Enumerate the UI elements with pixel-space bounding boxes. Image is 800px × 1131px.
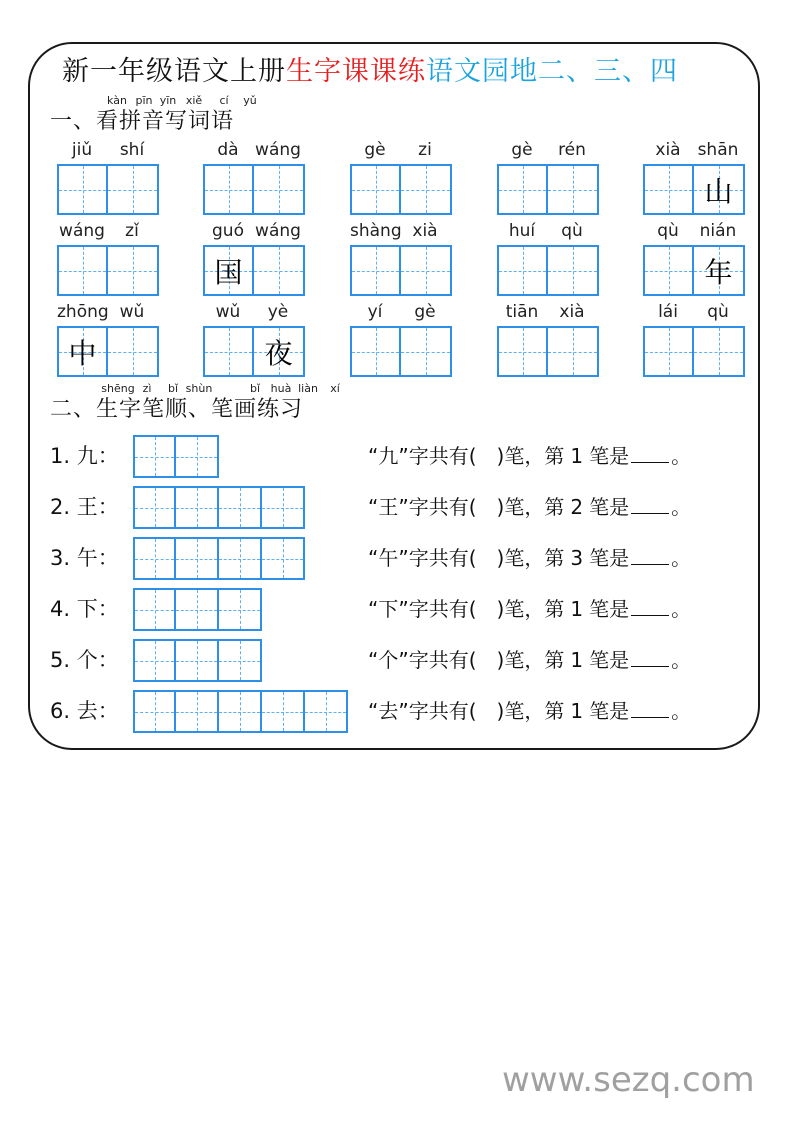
given-character [108, 247, 157, 294]
practice-item-label: 4. 下： [50, 597, 119, 621]
writing-cell[interactable] [548, 245, 599, 296]
pinyin-kan: kàn [107, 94, 127, 107]
stroke-cell[interactable] [176, 690, 219, 733]
pinyin-syllable: dà [217, 140, 239, 160]
pinyin-syllable: qù [657, 221, 679, 241]
stroke-practice-grid [133, 639, 262, 682]
writing-cell[interactable] [694, 164, 745, 215]
word-pinyin [350, 302, 451, 326]
stroke-cell[interactable] [219, 486, 262, 529]
given-character [401, 166, 450, 213]
stroke-practice-grid [133, 690, 348, 733]
word-pinyin [203, 221, 304, 245]
word-item [203, 221, 304, 289]
given-character [254, 166, 303, 213]
word-pinyin [643, 302, 744, 326]
writing-cell[interactable] [203, 326, 254, 377]
writing-cell[interactable] [108, 326, 159, 377]
stroke-cell[interactable] [133, 639, 176, 682]
pinyin-pin: pīn [135, 94, 153, 107]
word-item [57, 140, 158, 164]
word-item [643, 221, 744, 289]
pinyin-syllable: tiān [505, 302, 539, 322]
given-character [59, 247, 106, 294]
worksheet-title [62, 52, 678, 92]
pinyin-syllable: wáng [59, 221, 105, 241]
watermark: www.sezq.com [502, 1060, 755, 1100]
pinyin-syllable: guó [212, 221, 244, 241]
word-pinyin [497, 221, 598, 245]
given-character [645, 166, 692, 213]
writing-cell[interactable] [108, 245, 159, 296]
word-pinyin [203, 302, 304, 326]
stroke-practice-grid [133, 486, 305, 529]
pinyin-bi-2: bǐ [249, 382, 261, 395]
pinyin-syllable: shí [119, 140, 145, 160]
pinyin-syllable: zi [418, 140, 432, 160]
question-stroke-is-text: 笔是 [589, 597, 630, 621]
writing-cell[interactable] [643, 164, 694, 215]
question-stroke-number: 1 [570, 699, 584, 723]
question-stroke-count-text: 字共有( )笔，第 [408, 444, 565, 468]
given-character [205, 166, 252, 213]
tianzige-grid [57, 164, 159, 215]
tianzige-grid [203, 164, 305, 215]
tianzige-grid [497, 245, 599, 296]
stroke-cell[interactable] [133, 588, 176, 631]
question-character: “九” [368, 444, 409, 468]
stroke-practice-grid [133, 537, 305, 580]
question-period: 。 [671, 648, 692, 672]
stroke-cell[interactable] [219, 588, 262, 631]
given-character [645, 328, 692, 375]
writing-cell[interactable] [643, 326, 694, 377]
practice-item-label: 6. 去： [50, 699, 119, 723]
word-pinyin [350, 140, 451, 164]
stroke-cell[interactable] [305, 690, 348, 733]
stroke-cell[interactable] [176, 435, 219, 478]
word-pinyin [643, 140, 744, 164]
pinyin-syllable: zǐ [125, 221, 139, 241]
question-stroke-count-text: 字共有( )笔，第 [408, 495, 565, 519]
given-character [548, 166, 597, 213]
given-character [352, 247, 399, 294]
question-stroke-count-text: 字共有( )笔，第 [408, 648, 565, 672]
word-item [203, 140, 304, 164]
pinyin-syllable: gè [364, 140, 386, 160]
answer-blank[interactable] [631, 699, 669, 718]
stroke-cell[interactable] [176, 588, 219, 631]
writing-cell[interactable] [57, 326, 108, 377]
stroke-cell[interactable] [133, 486, 176, 529]
question-period: 。 [671, 495, 692, 519]
pinyin-syllable: xià [412, 221, 438, 241]
tianzige-grid [203, 326, 305, 377]
word-item [497, 221, 598, 245]
writing-cell[interactable] [401, 326, 452, 377]
writing-cell[interactable] [57, 245, 108, 296]
pinyin-syllable: huí [508, 221, 536, 241]
pinyin-bi: bǐ [167, 382, 179, 395]
writing-cell[interactable] [643, 245, 694, 296]
given-character [108, 166, 157, 213]
writing-cell[interactable] [694, 245, 745, 296]
stroke-question [368, 537, 691, 580]
given-character [401, 247, 450, 294]
writing-cell[interactable] [497, 164, 548, 215]
word-item [497, 140, 598, 164]
question-stroke-is-text: 笔是 [589, 444, 630, 468]
question-stroke-number: 1 [570, 648, 584, 672]
given-character [254, 247, 303, 294]
word-item [350, 221, 451, 245]
word-item [350, 140, 451, 164]
stroke-cell[interactable] [176, 537, 219, 580]
pinyin-syllable: gè [511, 140, 533, 160]
answer-blank[interactable] [631, 546, 669, 565]
pinyin-syllable: shàng [350, 221, 402, 241]
given-character [548, 328, 597, 375]
stroke-question [368, 690, 691, 733]
section1-heading-pinyin [0, 94, 800, 108]
writing-cell[interactable] [254, 164, 305, 215]
word-pinyin [57, 221, 158, 245]
stroke-cell[interactable] [133, 537, 176, 580]
writing-cell[interactable] [203, 164, 254, 215]
word-item [497, 302, 598, 326]
pinyin-syllable: nián [699, 221, 737, 241]
word-pinyin [203, 140, 304, 164]
stroke-cell[interactable] [262, 486, 305, 529]
pinyin-syllable: wáng [255, 221, 301, 241]
writing-cell[interactable] [497, 245, 548, 296]
stroke-cell[interactable] [219, 639, 262, 682]
tianzige-grid [643, 164, 745, 215]
stroke-question [368, 435, 691, 478]
word-item [350, 302, 451, 326]
question-stroke-is-text: 笔是 [589, 495, 630, 519]
stroke-question [368, 639, 691, 682]
answer-blank[interactable] [631, 648, 669, 667]
writing-cell[interactable] [254, 326, 305, 377]
given-character [352, 166, 399, 213]
stroke-cell[interactable] [176, 639, 219, 682]
stroke-practice-grid [133, 588, 262, 631]
tianzige-grid [57, 245, 159, 296]
pinyin-syllable: qù [561, 221, 583, 241]
tianzige-grid [203, 245, 305, 296]
writing-cell[interactable] [350, 245, 401, 296]
pinyin-shun: shùn [185, 382, 213, 395]
practice-item-label: 1. 九： [50, 444, 119, 468]
question-character: “去” [368, 699, 409, 723]
pinyin-xi: xí [330, 382, 340, 395]
word-item [203, 302, 304, 370]
practice-item-label: 5. 个： [50, 648, 119, 672]
word-item [643, 140, 744, 208]
tianzige-grid [497, 164, 599, 215]
question-character: “王” [368, 495, 409, 519]
question-period: 。 [671, 597, 692, 621]
pinyin-ci: cí [219, 94, 229, 107]
given-character [645, 247, 692, 294]
title-grade-part: 新一年级语文上册 [62, 56, 286, 87]
given-character [548, 247, 597, 294]
question-period: 。 [671, 444, 692, 468]
writing-cell[interactable] [401, 164, 452, 215]
answer-blank[interactable] [631, 597, 669, 616]
given-character: 中 [68, 336, 97, 370]
pinyin-syllable: rén [558, 140, 586, 160]
question-stroke-number: 1 [570, 597, 584, 621]
given-character [694, 328, 743, 375]
given-character: 山 [704, 174, 733, 208]
question-stroke-number: 1 [570, 444, 584, 468]
given-character [499, 247, 546, 294]
given-character [59, 166, 106, 213]
question-period: 。 [671, 699, 692, 723]
word-pinyin [350, 221, 451, 245]
pinyin-lian: liàn [298, 382, 318, 395]
given-character [499, 166, 546, 213]
word-item [57, 302, 158, 370]
question-stroke-number: 2 [570, 495, 584, 519]
question-stroke-count-text: 字共有( )笔，第 [408, 597, 565, 621]
question-stroke-count-text: 字共有( )笔，第 [408, 699, 565, 723]
given-character [108, 328, 157, 375]
question-stroke-is-text: 笔是 [589, 699, 630, 723]
given-character: 国 [214, 255, 243, 289]
word-pinyin [57, 140, 158, 164]
word-pinyin [57, 302, 158, 326]
question-character: “下” [368, 597, 409, 621]
pinyin-hua: huà [270, 382, 292, 395]
tianzige-grid [350, 326, 452, 377]
answer-blank[interactable] [631, 495, 669, 514]
stroke-cell[interactable] [219, 690, 262, 733]
given-character [499, 328, 546, 375]
writing-cell[interactable] [548, 326, 599, 377]
question-period: 。 [671, 546, 692, 570]
pinyin-syllable: yí [367, 302, 383, 322]
stroke-question [368, 486, 691, 529]
writing-cell[interactable] [254, 245, 305, 296]
writing-cell[interactable] [57, 164, 108, 215]
stroke-cell[interactable] [176, 486, 219, 529]
title-unit-part: 语文园地二、三、四 [426, 56, 678, 87]
given-character [352, 328, 399, 375]
tianzige-grid [350, 245, 452, 296]
pinyin-syllable: wǔ [119, 302, 145, 322]
section2-heading: 二、生字笔顺、笔画练习 [50, 397, 304, 422]
writing-cell[interactable] [548, 164, 599, 215]
stroke-cell[interactable] [219, 537, 262, 580]
tianzige-grid [643, 245, 745, 296]
pinyin-yu: yǔ [243, 94, 257, 107]
stroke-practice-grid [133, 435, 219, 478]
writing-cell[interactable] [203, 245, 254, 296]
tianzige-grid [643, 326, 745, 377]
given-character: 夜 [264, 336, 293, 370]
writing-cell[interactable] [401, 245, 452, 296]
pinyin-yin: yīn [159, 94, 177, 107]
given-character: 年 [704, 255, 733, 289]
stroke-question [368, 588, 691, 631]
pinyin-syllable: xià [559, 302, 585, 322]
pinyin-syllable: shān [697, 140, 739, 160]
question-stroke-number: 3 [570, 546, 584, 570]
pinyin-xie: xiě [185, 94, 203, 107]
pinyin-zi: zì [142, 382, 152, 395]
question-character: “午” [368, 546, 409, 570]
stroke-cell[interactable] [133, 435, 176, 478]
word-pinyin [497, 302, 598, 326]
pinyin-syllable: gè [414, 302, 436, 322]
question-character: “个” [368, 648, 409, 672]
pinyin-syllable: zhōng [57, 302, 109, 322]
pinyin-syllable: wǔ [215, 302, 241, 322]
question-stroke-is-text: 笔是 [589, 546, 630, 570]
writing-cell[interactable] [694, 326, 745, 377]
stroke-cell[interactable] [262, 537, 305, 580]
answer-blank[interactable] [631, 444, 669, 463]
question-stroke-count-text: 字共有( )笔，第 [408, 546, 565, 570]
writing-cell[interactable] [497, 326, 548, 377]
pinyin-syllable: jiǔ [71, 140, 93, 160]
word-item [643, 302, 744, 326]
tianzige-grid [497, 326, 599, 377]
word-pinyin [643, 221, 744, 245]
given-character [205, 328, 252, 375]
pinyin-syllable: wáng [255, 140, 301, 160]
title-practice-part: 生字课课练 [286, 56, 426, 87]
section2-heading-pinyin [0, 382, 800, 396]
tianzige-grid [350, 164, 452, 215]
stroke-cell[interactable] [133, 690, 176, 733]
writing-cell[interactable] [350, 164, 401, 215]
tianzige-grid [57, 326, 159, 377]
word-pinyin [497, 140, 598, 164]
practice-item-label: 3. 午： [50, 546, 119, 570]
word-item [57, 221, 158, 245]
given-character [401, 328, 450, 375]
writing-cell[interactable] [108, 164, 159, 215]
pinyin-syllable: lái [658, 302, 678, 322]
section1-heading: 一、看拼音写词语 [50, 109, 235, 134]
practice-item-label: 2. 王： [50, 495, 119, 519]
pinyin-syllable: xià [655, 140, 681, 160]
pinyin-syllable: yè [267, 302, 289, 322]
pinyin-sheng: shēng [101, 382, 135, 395]
pinyin-syllable: qù [707, 302, 729, 322]
writing-cell[interactable] [350, 326, 401, 377]
question-stroke-is-text: 笔是 [589, 648, 630, 672]
stroke-cell[interactable] [262, 690, 305, 733]
